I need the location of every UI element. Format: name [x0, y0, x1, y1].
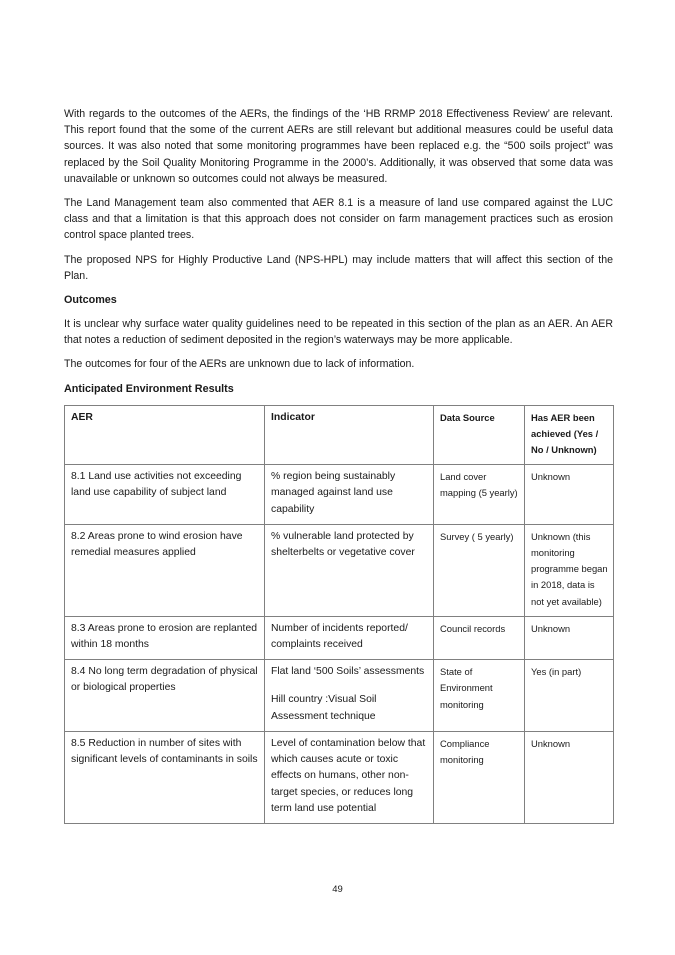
cell-aer: 8.5 Reduction in number of sites with significant levels of contaminants in soils: [65, 731, 265, 823]
cell-source: Council records: [434, 616, 525, 659]
table-row: [65, 731, 614, 823]
header-aer: AER: [65, 405, 265, 465]
cell-indicator: Number of incidents reported/ complaints received: [265, 616, 434, 659]
cell-achieved: Yes (in part): [525, 660, 614, 732]
table-row: [65, 465, 614, 525]
cell-achieved: Unknown: [525, 731, 614, 823]
cell-achieved: Unknown: [525, 616, 614, 659]
cell-aer: 8.3 Areas prone to erosion are replanted within 18 months: [65, 616, 265, 659]
paragraph-nps-hpl: The proposed NPS for Highly Productive Land (NPS-HPL) may include matters that will affect this section of the Plan.: [64, 253, 613, 282]
cell-source: State of Environment monitoring: [434, 660, 525, 732]
cell-indicator-line1: Flat land ‘500 Soils’ assessments: [271, 666, 425, 678]
paragraph-land-management: The Land Management team also commented that AER 8.1 is a measure of land use compared against the LUC class and that a limitation is that this approach does not consider on farm management practices such as erosion control space planted trees.: [64, 197, 613, 242]
table-row: [65, 524, 614, 616]
cell-aer: 8.2 Areas prone to wind erosion have remedial measures applied: [65, 524, 265, 616]
cell-indicator: [265, 660, 434, 732]
paragraph-unknown-outcomes: The outcomes for four of the AERs are unknown due to lack of information.: [64, 358, 415, 371]
outcomes-heading: Outcomes: [64, 294, 117, 307]
cell-aer: 8.4 No long term degradation of physical or biological properties: [65, 660, 265, 732]
cell-indicator: % region being sustainably managed against land use capability: [265, 465, 434, 525]
table-heading: Anticipated Environment Results: [64, 382, 234, 395]
table-header-row: [65, 405, 614, 465]
cell-aer: 8.1 Land use activities not exceeding land use capability of subject land: [65, 465, 265, 525]
cell-source: Land cover mapping (5 yearly): [434, 465, 525, 525]
cell-achieved: Unknown (this monitoring programme began in 2018, data is not yet available): [525, 524, 614, 616]
aer-table: [64, 405, 614, 824]
cell-indicator: Level of contamination below that which causes acute or toxic effects on humans, other non-target species, or reduces long term land use potential: [265, 731, 434, 823]
cell-source: Survey ( 5 yearly): [434, 524, 525, 616]
table-row: [65, 660, 614, 732]
paragraph-surface-water: It is unclear why surface water quality guidelines need to be repeated in this section of the plan as an AER. An AER that notes a reduction of sediment deposited in the region’s waterways may be more applicable.: [64, 318, 613, 347]
cell-indicator: % vulnerable land protected by shelterbelts or vegetative cover: [265, 524, 434, 616]
page-number: 49: [332, 884, 343, 895]
cell-achieved: Unknown: [525, 465, 614, 525]
header-achieved: Has AER been achieved (Yes / No / Unknown): [525, 405, 614, 465]
header-data-source: Data Source: [434, 405, 525, 465]
cell-source: Compliance monitoring: [434, 731, 525, 823]
cell-indicator-line2: Hill country :Visual Soil Assessment technique: [271, 694, 377, 722]
paragraph-effectiveness-review: With regards to the outcomes of the AERs, the findings of the ‘HB RRMP 2018 Effectiveness Review’ are relevant. This report found that the some of the current AERs are still relevant but additional measures could be useful data sources. It was also noted that some monitoring programmes have been replaced e.g. the “500 soils project” was replaced by the Soil Quality Monitoring Programme in the 2000’s. Additionally, it was observed that some data was unavailable or unknown so outcomes could not always be measured.: [64, 108, 613, 185]
table-row: [65, 616, 614, 659]
header-indicator: Indicator: [265, 405, 434, 465]
page-content: [64, 106, 613, 824]
